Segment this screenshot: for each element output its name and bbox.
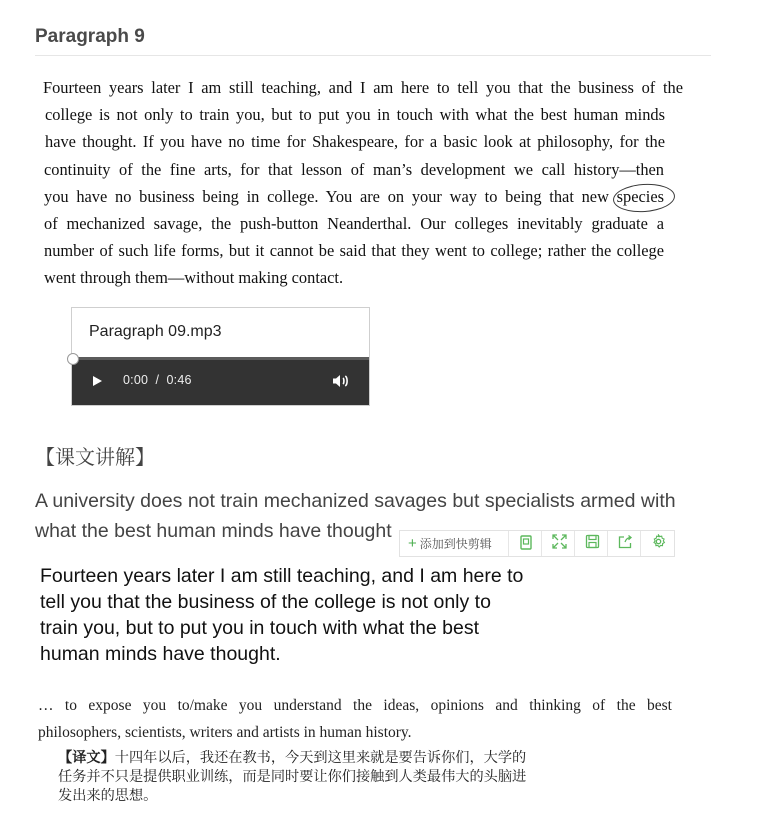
toolbar-divider — [541, 531, 542, 556]
summary-text: A university does not train mechanized savages but specialists armed with what the best human minds have thought — [35, 490, 676, 542]
toolbar-divider — [607, 531, 608, 556]
toolbar-divider — [508, 531, 509, 556]
toolbar-divider — [574, 531, 575, 556]
section-title: 【课文讲解】 — [35, 447, 155, 469]
toolbar-divider — [640, 531, 641, 556]
heading-divider — [35, 55, 711, 56]
audio-controls — [72, 357, 369, 405]
clip-toolbar — [399, 530, 675, 557]
save-icon[interactable] — [582, 534, 602, 554]
translation-line: 任务并不只是提供职业训练，而是同时要让你们接触到人类最伟大的头脑进 — [58, 769, 527, 785]
paragraph-line: went through them—without making contact. — [44, 268, 344, 288]
paragraph-text-image — [43, 74, 683, 292]
audio-time: 0:00 / 0:46 — [123, 373, 192, 387]
paragraph-line: Fourteen years later I am still teaching, and I am here to tell you that the business of the — [43, 78, 683, 97]
explanation-line: philosophers, scientists, writers and artists in human history. — [38, 724, 412, 741]
expand-icon[interactable] — [549, 534, 569, 554]
add-to-clip-button[interactable] — [408, 535, 492, 552]
quote-line: tell you that the business of the college is not only to — [40, 591, 491, 613]
quote-line: Fourteen years later I am still teaching, and I am here to — [40, 565, 524, 587]
paragraph-line: of mechanized savage, the push-button Neanderthal. Our colleges inevitably graduate a — [44, 214, 664, 234]
quote-text-image — [40, 563, 600, 667]
paragraph-heading: Paragraph 9 — [35, 26, 145, 47]
translation-tag: 【译文】 — [58, 750, 115, 766]
translation-text-image — [58, 749, 618, 806]
quote-line: train you, but to put you in touch with what the best — [40, 617, 480, 639]
plus-icon: + — [408, 535, 417, 552]
paragraph-line: have thought. If you have no time for Shakespeare, for a basic look at philosophy, for the — [45, 132, 665, 152]
paragraph-line: continuity of the fine arts, for that lesson of man’s development we call history—then — [44, 159, 664, 179]
clipboard-icon[interactable] — [516, 534, 536, 554]
paragraph-line: you have no business being in college. You are on your way to being that new species — [44, 186, 664, 206]
quote-line: human minds have thought. — [40, 643, 281, 665]
volume-icon[interactable] — [332, 374, 350, 388]
explanation-line: … to expose you to/make you understand the ideas, opinions and thinking of the best — [38, 697, 672, 714]
audio-filename: Paragraph 09.mp3 — [89, 323, 222, 340]
translation-line: 发出来的思想。 — [58, 788, 158, 804]
add-to-clip-label: 添加到快剪辑 — [419, 537, 492, 551]
audio-progress-knob[interactable] — [67, 353, 79, 365]
paragraph-line: number of such life forms, but it cannot be said that they went to college; rather the college — [44, 241, 664, 261]
play-icon[interactable] — [93, 376, 102, 386]
translation-line: 十四年以后，我还在教书，今天到这里来就是要告诉你们，大学的 — [114, 750, 527, 766]
audio-player — [71, 307, 370, 406]
settings-icon[interactable] — [648, 534, 668, 554]
audio-progress-track[interactable] — [72, 357, 369, 360]
paragraph-line: college is not only to train you, but to put you in touch with what the best human minds — [45, 105, 665, 125]
explanation-text-image — [38, 692, 678, 746]
share-icon[interactable] — [615, 534, 635, 554]
